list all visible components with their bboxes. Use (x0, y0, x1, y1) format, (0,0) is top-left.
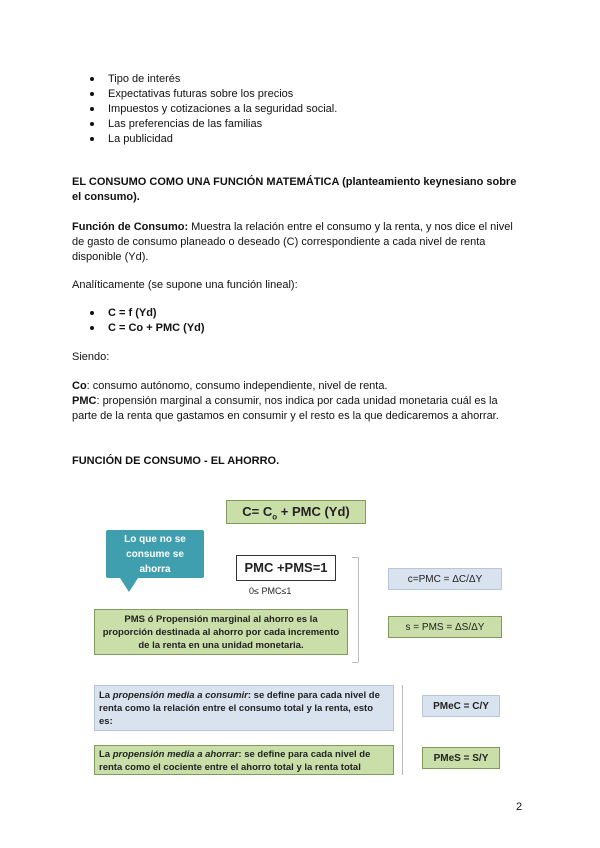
funcion-label: Función de Consumo: (72, 221, 189, 233)
bracket-divider (358, 557, 359, 662)
pmc-range-text: 0≤ PMC≤1 (249, 586, 292, 596)
pmc-label: PMC (72, 395, 97, 407)
section-heading-ahorro: FUNCIÓN DE CONSUMO - EL AHORRO. (72, 455, 280, 467)
top-bullet-list (108, 72, 337, 147)
formula-list (108, 306, 205, 336)
pmec-definition-box: La propensión media a consumir: se define para cada nivel de renta como la relación entre el consumo total y la renta, esto es: (94, 685, 394, 731)
bullet-icon (90, 311, 94, 315)
pmes-definition-box: La propensión media a ahorrar: se define para cada nivel de renta como el cociente entre el ahorro total y la renta total (94, 745, 394, 775)
list-item: Impuestos y cotizaciones a la seguridad social. (108, 102, 337, 117)
callout-bubble: Lo que no se consume se ahorra (106, 530, 204, 578)
list-item: C = f (Yd) (108, 306, 205, 321)
list-item: C = Co + PMC (Yd) (108, 321, 205, 336)
page-number: 2 (516, 801, 523, 813)
s-pms-box: s = PMS = ΔS/ΔY (388, 616, 502, 638)
co-label: Co (72, 380, 87, 392)
pmes-box: PMeS = S/Y (422, 747, 500, 769)
siendo-text: Siendo: (72, 351, 110, 363)
main-formula-box: $C= C_o$ + PMC (Yd) (226, 500, 366, 524)
bullet-icon (90, 122, 94, 126)
pms-definition-box: PMS ó Propensión marginal al ahorro es la proporción destinada al ahorro por cada incremento de la renta en una unidad monetaria. (94, 609, 348, 655)
list-item: Tipo de interés (108, 72, 337, 87)
pmec-box: PMeC = C/Y (422, 695, 500, 717)
bullet-icon (90, 137, 94, 141)
list-item: La publicidad (108, 132, 337, 147)
consumo-ahorro-figure (86, 485, 514, 785)
list-item: Las preferencias de las familias (108, 117, 337, 132)
section-heading-consumo-funcion: EL CONSUMO COMO UNA FUNCIÓN MATEMÁTICA (planteamiento keynesiano sobre el consumo). (72, 176, 517, 203)
definitions-paragraph: Co: consumo autónomo, consumo independiente, nivel de renta. PMC: propensión marginal a consumir, nos indica por cada unidad monetaria cuál es la parte de la renta que gastamos en consumir y el resto es la que dedicaremos a ahorrar. (72, 380, 499, 422)
bullet-icon (90, 107, 94, 111)
list-item: Expectativas futuras sobre los precios (108, 87, 337, 102)
analiticamente-text: Analíticamente (se supone una función lineal): (72, 279, 298, 291)
funcion-consumo-paragraph: Función de Consumo: Muestra la relación entre el consumo y la renta, y nos dice el nivel de gasto de consumo planeado o deseado (C) correspondiente a cada nivel de renta disponible (Yd). (72, 221, 513, 263)
bullet-icon (90, 77, 94, 81)
callout-pointer-icon (120, 578, 138, 592)
c-pmc-box: c=PMC = ΔC/ΔY (388, 568, 502, 590)
pmc-pms-box: PMC +PMS=1 (236, 555, 336, 581)
bullet-icon (90, 326, 94, 330)
bullet-icon (90, 92, 94, 96)
bracket-divider-lower (402, 685, 403, 775)
